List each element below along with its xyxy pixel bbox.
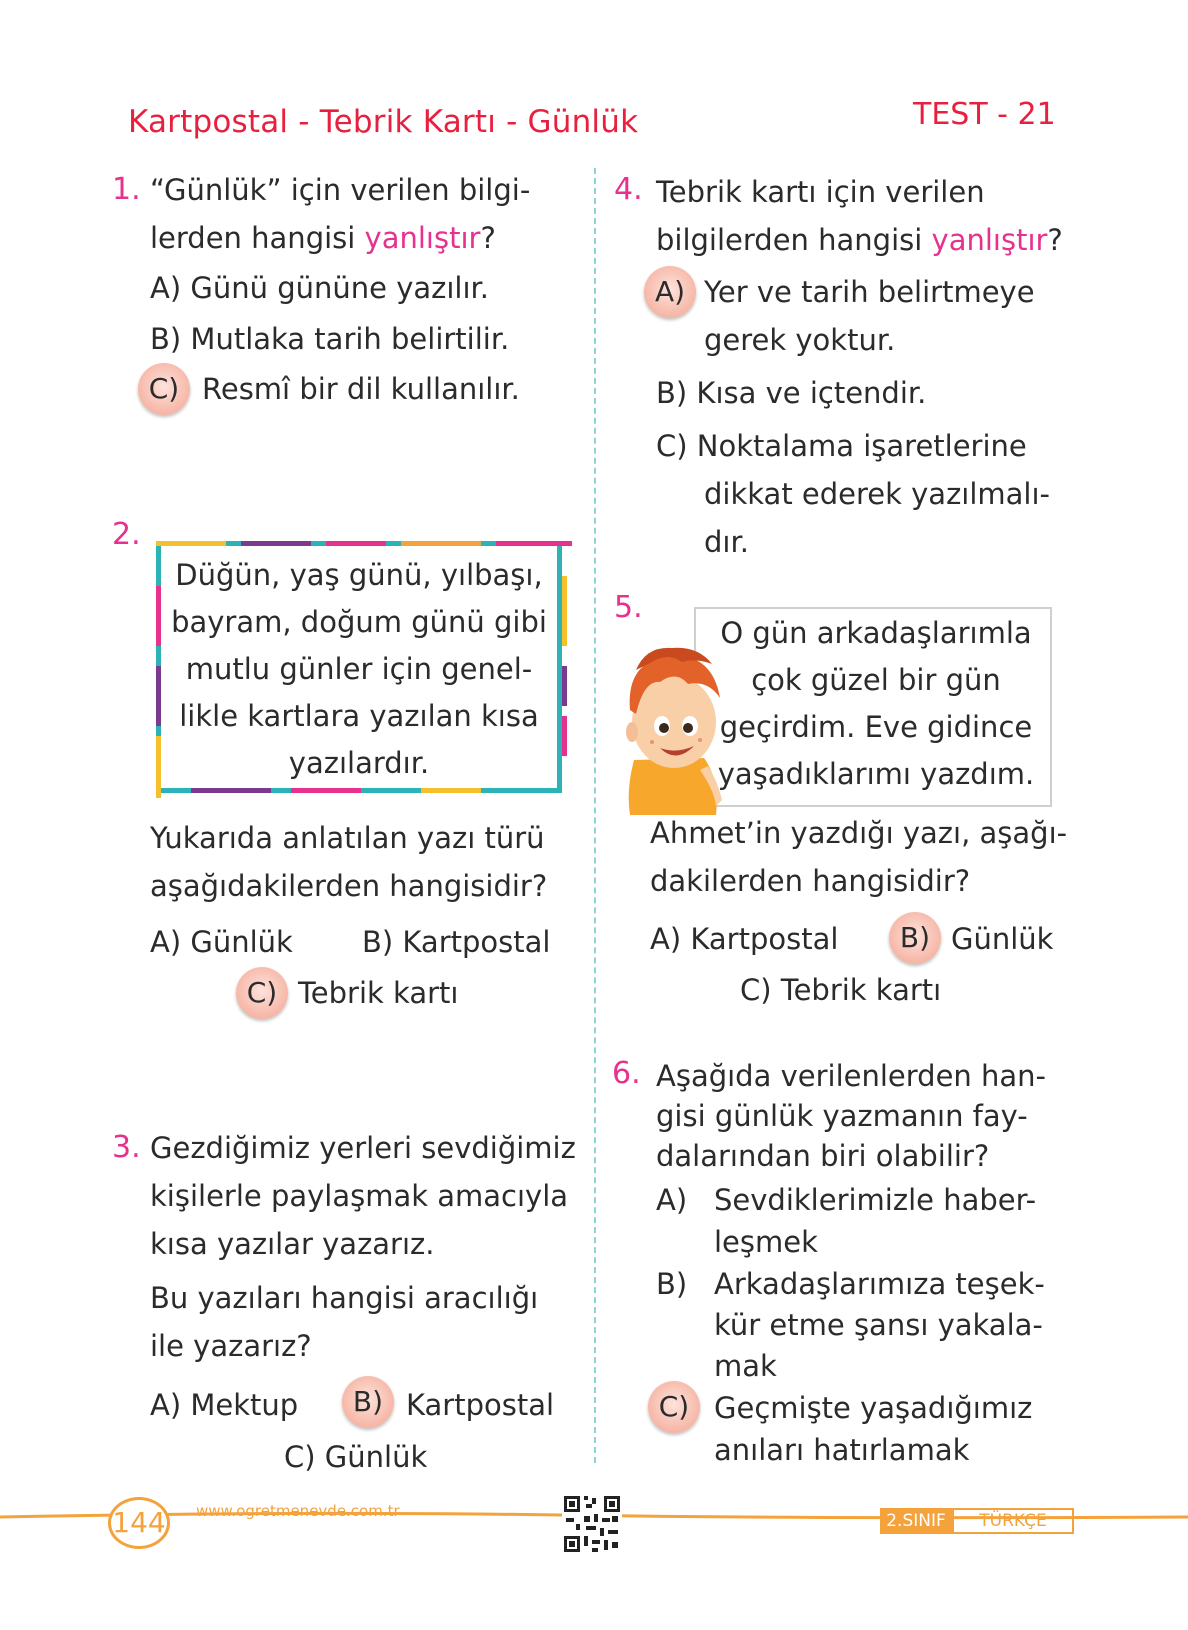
q5-number: 5. — [614, 590, 643, 625]
q2-option-b[interactable]: B) Kartpostal — [362, 925, 551, 959]
q1-line1: “Günlük” için verilen bilgi- — [150, 173, 531, 207]
q6-line3: dalarından biri olabilir? — [656, 1139, 990, 1173]
q3-line3: kısa yazılar yazarız. — [150, 1227, 435, 1261]
q1-option-b[interactable]: B) Mutlaka tarih belirtilir. — [150, 322, 510, 356]
q6-option-b-line2: kür etme şansı yakala- — [714, 1308, 1043, 1342]
q3-line4: Bu yazıları hangisi aracılığı — [150, 1281, 539, 1315]
q5-line2: dakilerden hangisidir? — [650, 864, 971, 898]
q5-answer-circle[interactable]: B) — [889, 912, 941, 964]
footer-url[interactable]: www.ogretmenevde.com.tr — [196, 1502, 400, 1520]
q2-line1: Yukarıda anlatılan yazı türü — [150, 821, 545, 855]
q3-line2: kişilerle paylaşmak amacıyla — [150, 1179, 569, 1213]
qr-code-icon[interactable] — [562, 1494, 622, 1554]
q6-option-a-line2: leşmek — [714, 1225, 818, 1259]
test-number: TEST - 21 — [913, 97, 1056, 132]
column-divider — [594, 168, 596, 1463]
q1-highlight: yanlıştır — [364, 221, 481, 255]
q4-line2: bilgilerden hangisi yanlıştır? — [656, 223, 1063, 257]
q3-option-c[interactable]: C) Günlük — [284, 1440, 428, 1474]
q6-option-b-line3: mak — [714, 1349, 777, 1383]
q5-option-b-text: Günlük — [951, 922, 1054, 956]
q6-answer-circle[interactable]: C) — [648, 1381, 700, 1433]
q4-option-a-line1: Yer ve tarih belirtmeye — [704, 275, 1035, 309]
q4-highlight: yanlıştır — [931, 223, 1048, 257]
q3-number: 3. — [112, 1130, 141, 1165]
q4-option-b[interactable]: B) Kısa ve içtendir. — [656, 376, 927, 410]
subject-badge: TÜRKÇE — [952, 1508, 1074, 1534]
q5-line1: Ahmet’in yazdığı yazı, aşağı- — [650, 816, 1068, 850]
q4-line1: Tebrik kartı için verilen — [656, 175, 985, 209]
q4-option-c-line1[interactable]: C) Noktalama işaretlerine — [656, 429, 1027, 463]
q2-number: 2. — [112, 517, 141, 552]
q5-box-text: O gün arkadaşlarımla çok güzel bir gün geçirdim. Eve gidince yaşadıklarımı yazdım. — [717, 616, 1035, 791]
q6-option-a-line1: Sevdiklerimizle haber- — [714, 1183, 1037, 1217]
q1-number: 1. — [112, 172, 141, 207]
q1-option-c-text: Resmî bir dil kullanılır. — [202, 372, 520, 406]
page-number: 144 — [108, 1497, 170, 1549]
q6-line2: gisi günlük yazmanın fay- — [656, 1099, 1028, 1133]
grade-badge: 2.SINIF — [880, 1508, 952, 1534]
q4-option-c-line3: dır. — [704, 525, 749, 559]
q6-option-b-letter[interactable]: B) — [656, 1267, 688, 1301]
q6-line1: Aşağıda verilenlerden han- — [656, 1059, 1046, 1093]
q1-answer-circle[interactable]: C) — [138, 363, 190, 415]
q4-number: 4. — [614, 172, 643, 207]
q4-option-a-line2: gerek yoktur. — [704, 323, 896, 357]
page-title: Kartpostal - Tebrik Kartı - Günlük — [128, 104, 639, 140]
q3-line5: ile yazarız? — [150, 1329, 312, 1363]
q2-option-c-text: Tebrik kartı — [298, 976, 459, 1010]
q6-option-c-line1: Geçmişte yaşadığımız — [714, 1391, 1033, 1425]
q6-option-b-line1: Arkadaşlarımıza teşek- — [714, 1267, 1045, 1301]
q6-option-c-line2: anıları hatırlamak — [714, 1433, 970, 1467]
boy-illustration — [616, 640, 726, 815]
q4-answer-circle[interactable]: A) — [644, 266, 696, 318]
q5-option-c[interactable]: C) Tebrik kartı — [740, 973, 942, 1007]
q2-answer-circle[interactable]: C) — [236, 967, 288, 1019]
q1-line2: lerden hangisi yanlıştır? — [150, 221, 496, 255]
q3-line1: Gezdiğimiz yerleri sevdiğimiz — [150, 1131, 576, 1165]
q2-line2: aşağıdakilerden hangisidir? — [150, 869, 548, 903]
q3-answer-circle[interactable]: B) — [342, 1376, 394, 1428]
q6-number: 6. — [612, 1056, 641, 1091]
q1-option-a[interactable]: A) Günü gününe yazılır. — [150, 271, 489, 305]
q2-option-a[interactable]: A) Günlük — [150, 925, 293, 959]
q3-option-b-text: Kartpostal — [406, 1388, 555, 1422]
q3-option-a[interactable]: A) Mektup — [150, 1388, 299, 1422]
q2-box-text: Düğün, yaş günü, yılbaşı, bayram, doğum günü gibi mutlu günler için genel- likle kartlara yazılan kısa yazılardır. — [171, 558, 547, 780]
q5-option-a[interactable]: A) Kartpostal — [650, 922, 839, 956]
q6-option-a-letter[interactable]: A) — [656, 1183, 688, 1217]
q4-option-c-line2: dikkat ederek yazılmalı- — [704, 477, 1051, 511]
